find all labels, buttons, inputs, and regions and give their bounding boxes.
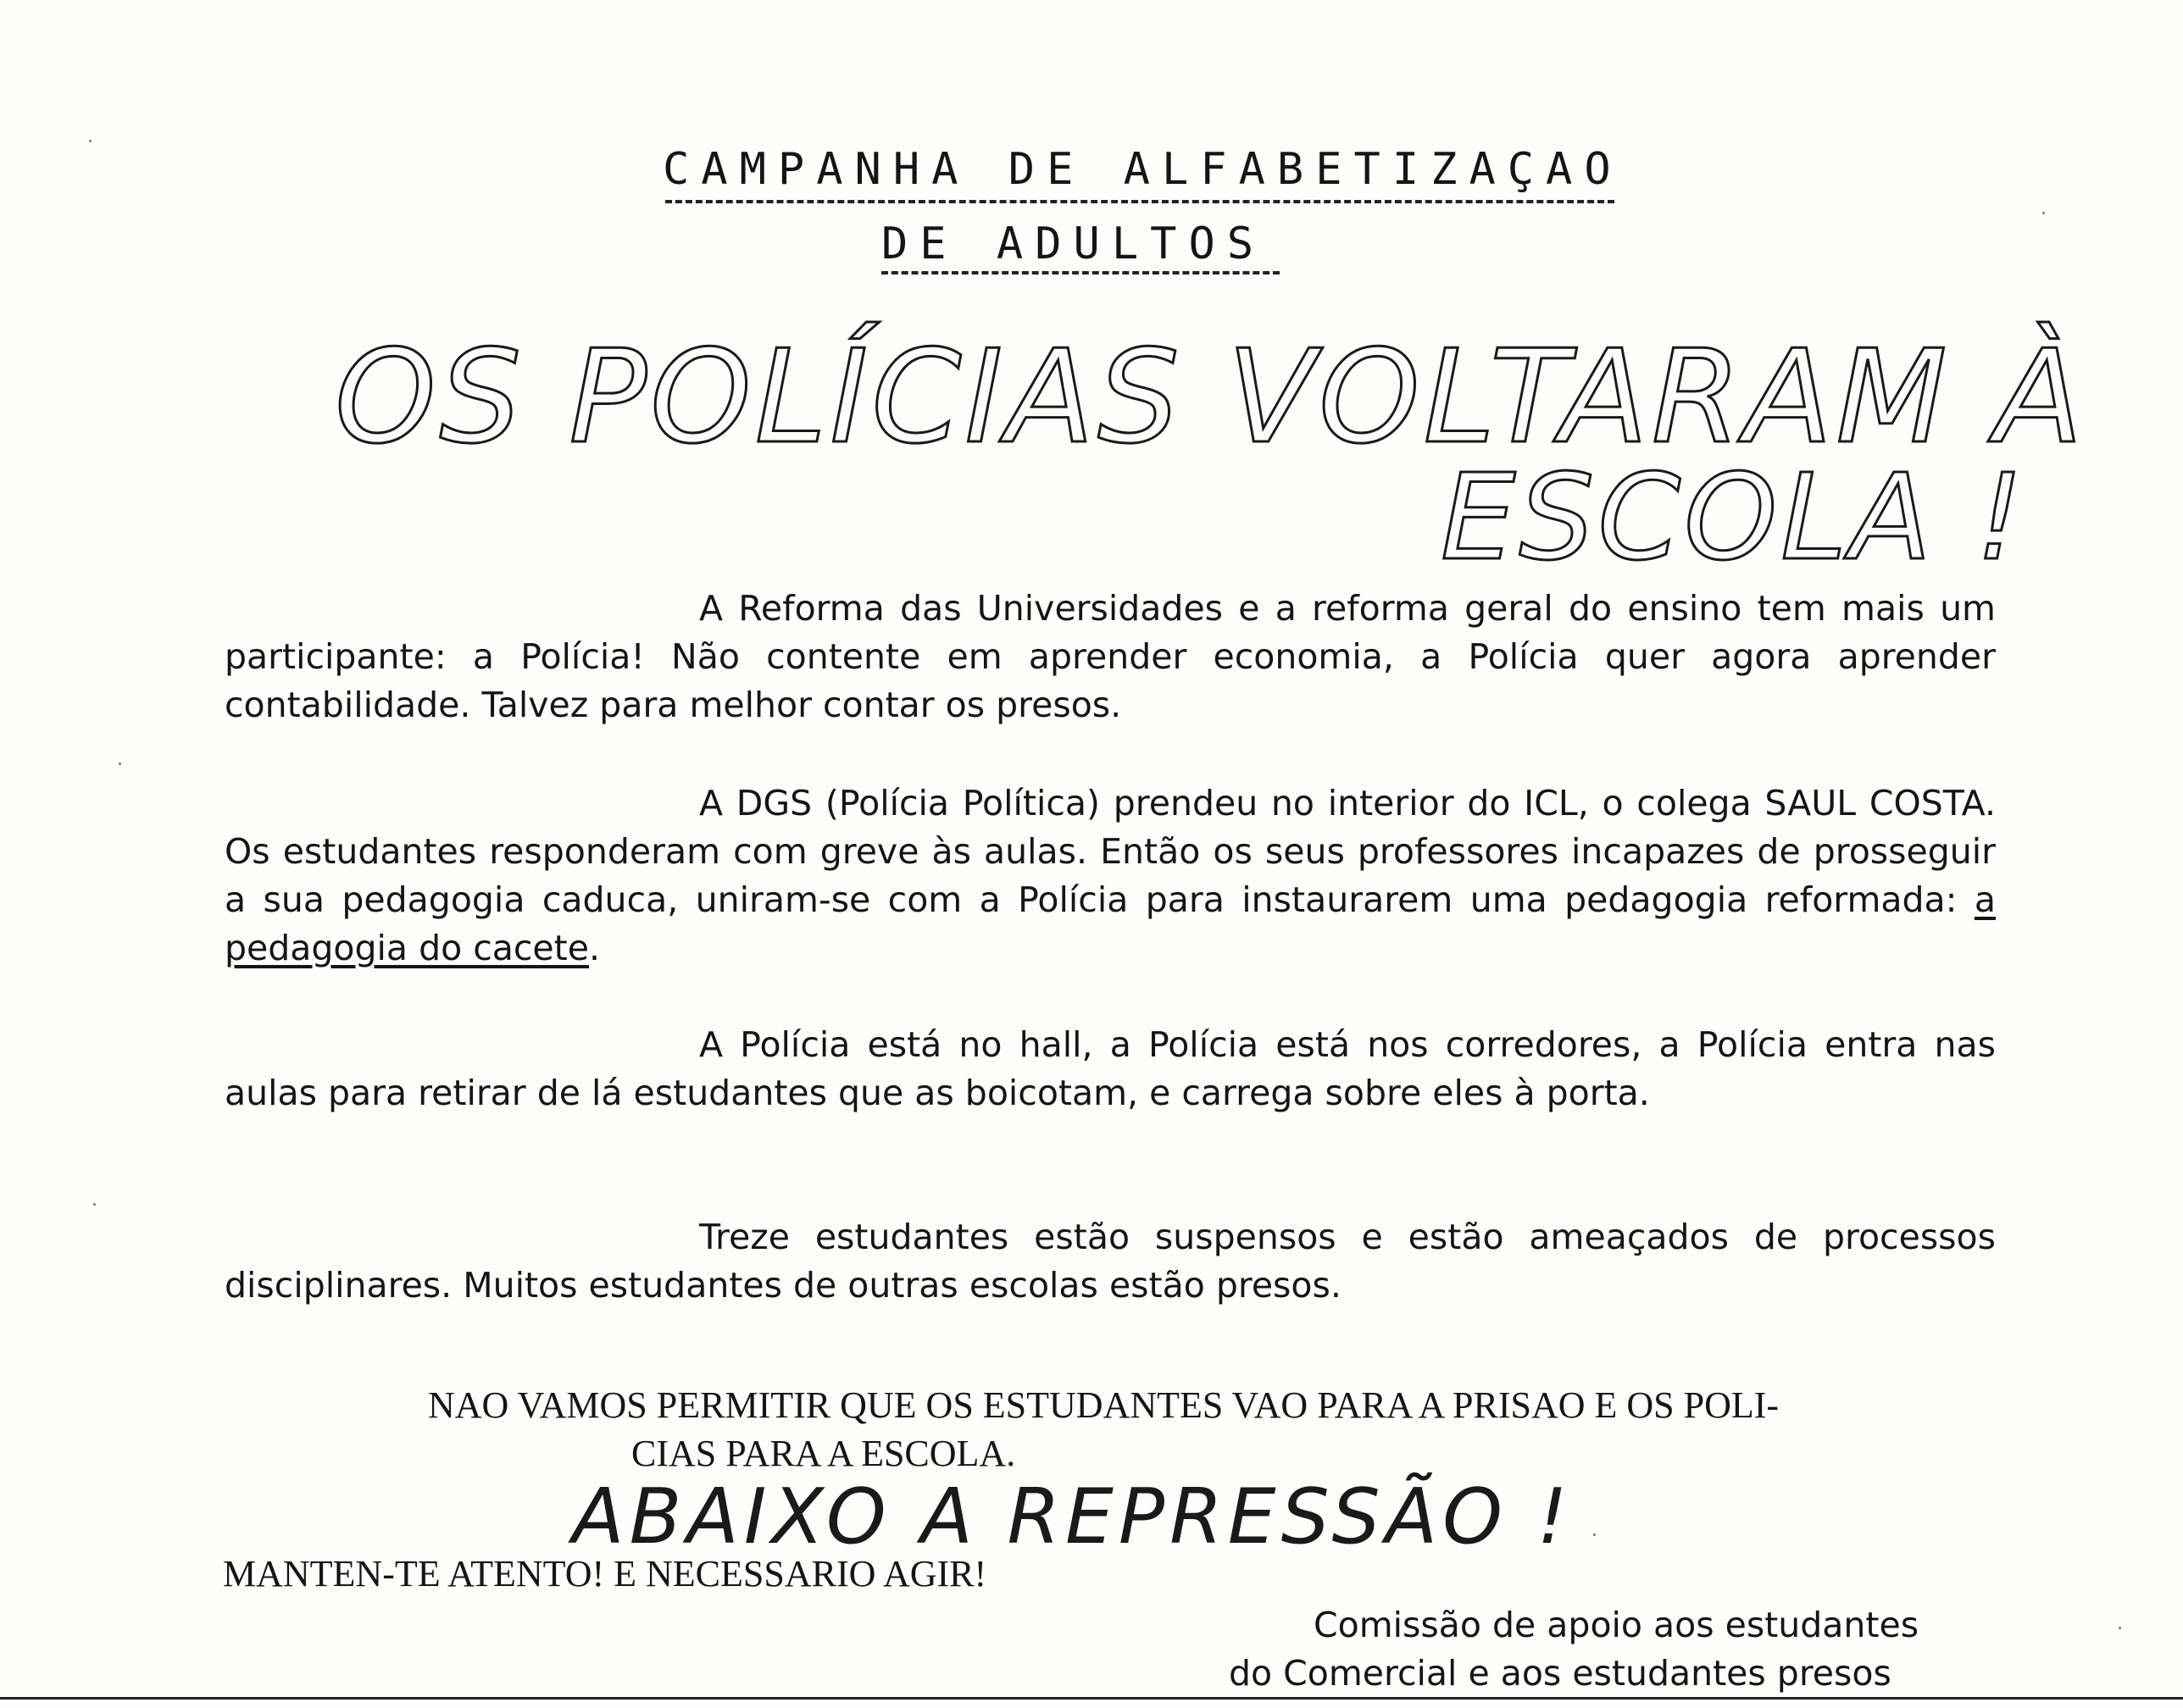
campaign-title-line1: CAMPANHA DE ALFABETIZAÇAO [663, 144, 1623, 195]
page-bottom-edge [0, 1697, 2183, 1700]
signature-line2: do Comercial e aos estudantes presos [1229, 1653, 1891, 1694]
scan-speck [89, 140, 92, 142]
paragraph-dgs-text: A DGS (Polícia Política) prendeu no interior do ICL, o colega SAUL COSTA. Os estudantes responderam com greve às aulas. Então os seus professores incapazes de prosseguir a sua pedagogia caduca, uniram-se com a Polícia para instaurarem uma pedagogia reformada: [225, 783, 1996, 920]
pedagogia-do-cacete-underlined: a pedagogia do cacete [225, 879, 1996, 968]
paragraph-dgs [225, 779, 1996, 973]
scan-speck [119, 762, 121, 765]
paragraph-treze: Treze estudantes estão suspensos e estão ameaçados de processos disciplinares. Muitos estudantes de outras escolas estão presos. [225, 1217, 1996, 1306]
scan-speck [2119, 1627, 2121, 1629]
handwritten-slogan: ABAIXO A REPRESSÃO ! [572, 1472, 1573, 1561]
call-line1: NAO VAMOS PERMITIR QUE OS ESTUDANTES VAO PARA A PRISAO E OS POLI- [428, 1384, 1780, 1426]
call-line2: CIAS PARA A ESCOLA. [631, 1433, 1016, 1474]
paragraph-dgs-end: . [588, 928, 601, 968]
scan-speck [93, 1203, 96, 1206]
closing-line: MANTEN-TE ATENTO! E NECESSARIO AGIR! [223, 1553, 987, 1594]
headline-line2: ESCOLA ! [1441, 449, 2027, 587]
campaign-title-rule1 [665, 200, 1614, 203]
paragraph-reforma: A Reforma das Universidades e a reforma geral do ensino tem mais um participante: a Polícia! Não contente em aprender economia, a Polícia quer agora aprender contabilidade. Talvez para melhor contar os presos. [225, 588, 1996, 725]
campaign-title-line2: DE ADULTOS [881, 219, 1266, 269]
campaign-title-rule2 [881, 271, 1280, 274]
signature-line1: Comissão de apoio aos estudantes [1314, 1605, 1919, 1645]
scan-speck [2042, 212, 2045, 214]
headline-line1: OS POLÍCIAS VOLTARAM À [335, 322, 2086, 472]
paragraph-hall: A Polícia está no hall, a Polícia está nos corredores, a Polícia entra nas aulas para retirar de lá estudantes que as boicotam, e carrega sobre eles à porta. [225, 1024, 1996, 1113]
scan-speck [1593, 1533, 1596, 1536]
